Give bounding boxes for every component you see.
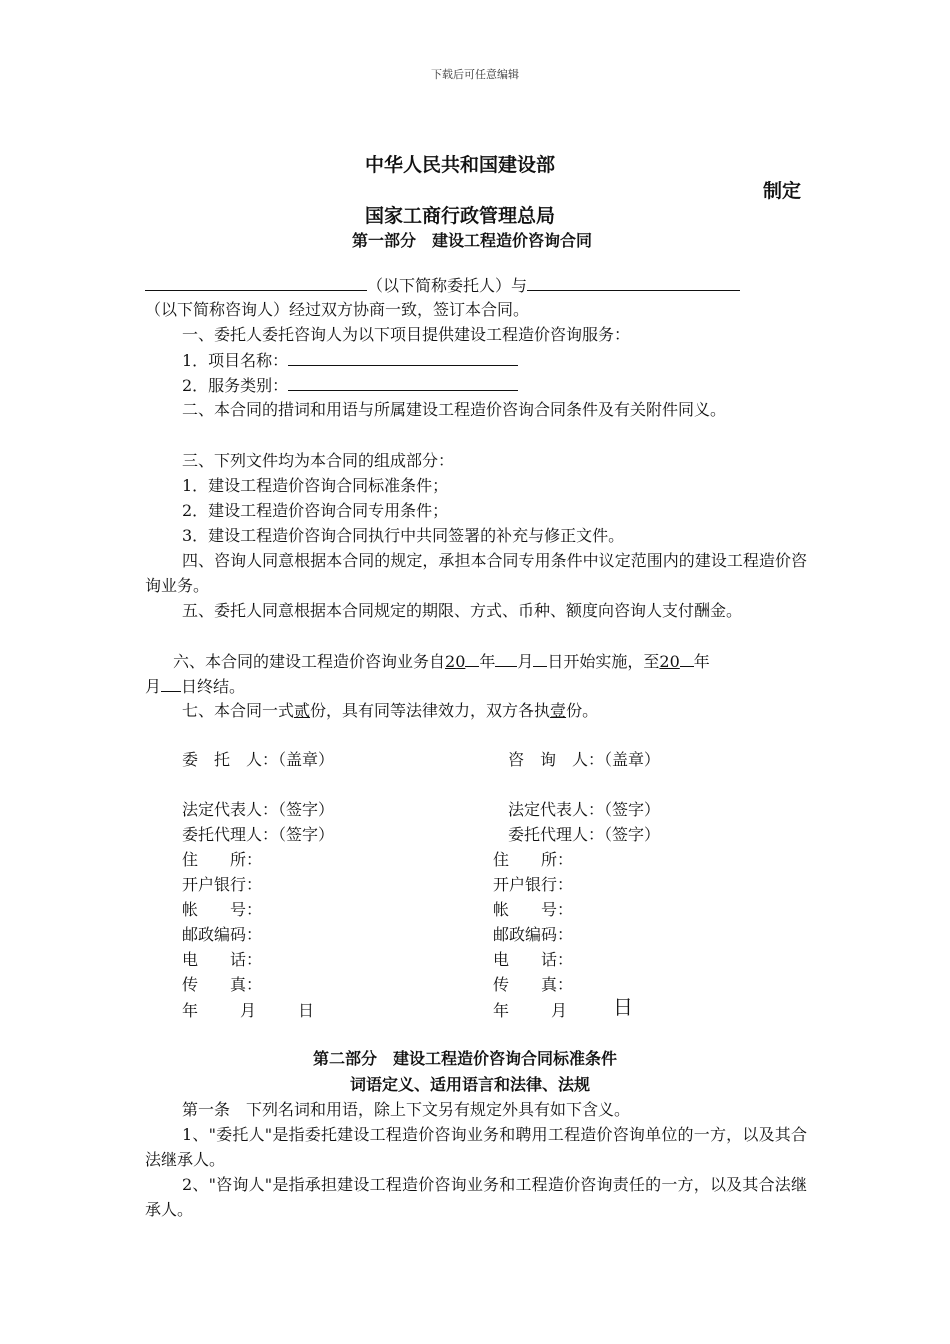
client-agent: 委托代理人：（签字）: [182, 825, 335, 844]
client-date-day: 日: [298, 1001, 315, 1020]
client-postcode: 邮政编码：: [182, 925, 263, 944]
clause-3-item-1: 1．建设工程造价咨询合同标准条件；: [182, 476, 449, 495]
consultant-party-seal: 咨 询 人：（盖章）: [508, 750, 661, 769]
total-copies[interactable]: 贰: [294, 701, 311, 720]
consultant-address: 住 所：: [493, 850, 574, 869]
definition-1: 1、"委托人"是指委托建设工程造价咨询业务和聘用工程造价咨询单位的一方，以及其合法继承人。: [145, 1125, 807, 1169]
client-legal-rep: 法定代表人：（签字）: [182, 800, 335, 819]
end-year[interactable]: 20: [659, 652, 680, 671]
clause-3-item-3: 3．建设工程造价咨询合同执行中共同签署的补充与修正文件。: [182, 526, 625, 545]
client-fax: 传 真：: [182, 975, 263, 994]
consultant-name-blank[interactable]: [527, 272, 740, 291]
clause-6-text-g: 日终结。: [181, 677, 246, 696]
clause-1-item-1: [182, 347, 518, 373]
clause-1-item-2: [182, 372, 518, 398]
end-month-day-blank[interactable]: [161, 673, 181, 692]
client-name-blank[interactable]: [145, 272, 367, 291]
consultant-date-day: 日: [613, 995, 633, 1019]
client-bank: 开户银行：: [182, 875, 263, 894]
client-account: 帐 号：: [182, 900, 263, 919]
part1-title: 第一部分 建设工程造价咨询合同: [352, 231, 593, 250]
service-type-label: 2．服务类别：: [182, 376, 289, 395]
party-line-b: （以下简称咨询人）经过双方协商一致，签订本合同。: [145, 300, 530, 319]
start-day-blank[interactable]: [533, 648, 547, 667]
consultant-agent: 委托代理人：（签字）: [508, 825, 661, 844]
party-line: [145, 272, 740, 298]
clause-6-line-2: [145, 673, 245, 699]
issuer-ministry-of-construction: 中华人民共和国建设部: [365, 154, 556, 176]
client-address: 住 所：: [182, 850, 263, 869]
clause-1: 一、委托人委托咨询人为以下项目提供建设工程造价咨询服务：: [182, 325, 631, 344]
clause-3-item-2: 2．建设工程造价咨询合同专用条件；: [182, 501, 449, 520]
clause-7-text-c: 份。: [566, 701, 599, 720]
header-note: 下载后可任意编辑: [431, 68, 519, 81]
consultant-bank: 开户银行：: [493, 875, 574, 894]
clause-2: 二、本合同的措词和用语与所属建设工程造价咨询合同条件及有关附件同义。: [182, 400, 727, 419]
clause-7: [182, 698, 598, 723]
clause-7-text-b: 份，具有同等法律效力，双方各执: [310, 701, 551, 720]
part2-subtitle: 词语定义、适用语言和法律、法规: [350, 1075, 591, 1094]
article-1: 第一条 下列名词和用语，除上下文另有规定外具有如下含义。: [182, 1100, 631, 1119]
definition-2: 2、"咨询人"是指承担建设工程造价咨询业务和工程造价咨询责任的一方，以及其合法继承人。: [145, 1175, 807, 1219]
start-year[interactable]: 20: [445, 652, 466, 671]
consultant-phone: 电 话：: [493, 950, 574, 969]
clause-6-line-1: [173, 648, 710, 674]
end-year-blank[interactable]: [680, 648, 694, 667]
party-line-a: （以下简称委托人）与: [367, 276, 528, 295]
clause-6-text-a: 六、本合同的建设工程造价咨询业务自: [173, 652, 446, 671]
copies-each[interactable]: 壹: [550, 701, 567, 720]
project-name-blank[interactable]: [288, 347, 518, 366]
consultant-fax: 传 真：: [493, 975, 574, 994]
clause-4: 四、咨询人同意根据本合同的规定，承担本合同专用条件中议定范围内的建设工程造价咨询业务。: [145, 551, 807, 595]
clause-6-end-year-label: 年: [693, 652, 710, 671]
clause-6-end-month-label: 月: [145, 677, 162, 696]
issuer-made-label: 制定: [763, 180, 802, 202]
clause-7-text-a: 七、本合同一式: [182, 701, 295, 720]
consultant-date-month: 月: [551, 1001, 568, 1020]
client-phone: 电 话：: [182, 950, 263, 969]
client-date-year: 年: [182, 1001, 199, 1020]
consultant-postcode: 邮政编码：: [493, 925, 574, 944]
client-party-seal: 委 托 人：（盖章）: [182, 750, 335, 769]
clause-3: 三、下列文件均为本合同的组成部分：: [182, 451, 455, 470]
consultant-account: 帐 号：: [493, 900, 574, 919]
consultant-legal-rep: 法定代表人：（签字）: [508, 800, 661, 819]
clause-5: 五、委托人同意根据本合同规定的期限、方式、币种、额度向咨询人支付酬金。: [182, 601, 743, 620]
service-type-blank[interactable]: [288, 372, 518, 391]
start-year-blank[interactable]: [465, 648, 479, 667]
project-name-label: 1．项目名称：: [182, 351, 289, 370]
clause-6-month-label: 月: [517, 652, 534, 671]
part2-title: 第二部分 建设工程造价咨询合同标准条件: [313, 1049, 618, 1068]
client-date-month: 月: [240, 1001, 257, 1020]
clause-6-year-label: 年: [479, 652, 496, 671]
issuer-saic: 国家工商行政管理总局: [365, 205, 556, 227]
clause-6-text-d: 日开始实施，至: [547, 652, 660, 671]
consultant-date-year: 年: [493, 1001, 510, 1020]
start-month-blank[interactable]: [495, 648, 517, 667]
